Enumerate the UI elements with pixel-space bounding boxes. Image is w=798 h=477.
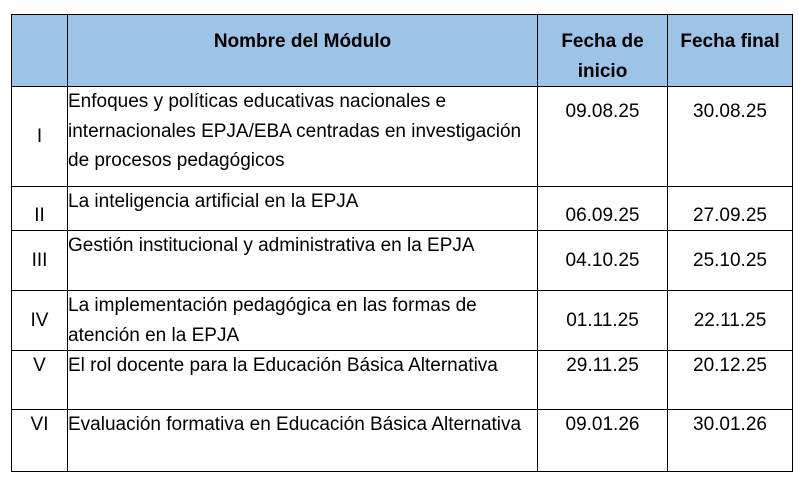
module-start-date: 04.10.25 xyxy=(538,231,668,291)
table-row xyxy=(12,291,793,351)
module-number: V xyxy=(12,351,68,410)
module-start-date: 29.11.25 xyxy=(538,351,668,410)
header-module-name-text: Nombre del Módulo xyxy=(213,31,392,52)
header-start-date xyxy=(538,15,668,87)
table-row xyxy=(12,87,793,187)
table-row xyxy=(12,410,793,472)
table-header xyxy=(12,15,793,87)
module-start-date: 09.01.26 xyxy=(538,410,668,472)
module-name: Gestión institucional y administrativa en la EPJA xyxy=(68,231,538,291)
module-start-date: 09.08.25 xyxy=(538,87,668,187)
header-end-date xyxy=(668,15,793,87)
header-number-cell xyxy=(12,15,68,87)
module-end-date: 27.09.25 xyxy=(668,187,793,231)
module-name: Enfoques y políticas educativas nacionales e internacionales EPJA/EBA centradas en investigación de procesos pedagógicos xyxy=(68,87,538,187)
module-name: La implementación pedagógica en las formas de atención en la EPJA xyxy=(68,291,538,351)
table-row xyxy=(12,187,793,231)
header-end-date-text: Fecha final xyxy=(680,31,780,52)
module-number: II xyxy=(12,187,68,231)
module-end-date: 30.08.25 xyxy=(668,87,793,187)
module-number: III xyxy=(12,231,68,291)
module-start-date: 01.11.25 xyxy=(538,291,668,351)
header-module-name xyxy=(68,15,538,87)
module-end-date: 25.10.25 xyxy=(668,231,793,291)
module-name: El rol docente para la Educación Básica Alternativa xyxy=(68,351,538,410)
module-number: I xyxy=(12,87,68,187)
module-name: Evaluación formativa en Educación Básica Alternativa xyxy=(68,410,538,472)
header-row xyxy=(12,15,793,87)
table-body xyxy=(12,87,793,472)
module-number: VI xyxy=(12,410,68,472)
modules-table xyxy=(11,14,793,472)
module-number: IV xyxy=(12,291,68,351)
module-start-date: 06.09.25 xyxy=(538,187,668,231)
module-end-date: 30.01.26 xyxy=(668,410,793,472)
module-end-date: 20.12.25 xyxy=(668,351,793,410)
table-row xyxy=(12,351,793,410)
header-start-date-text: Fecha de inicio xyxy=(561,31,644,82)
table-row xyxy=(12,231,793,291)
module-name: La inteligencia artificial en la EPJA xyxy=(68,187,538,231)
module-end-date: 22.11.25 xyxy=(668,291,793,351)
